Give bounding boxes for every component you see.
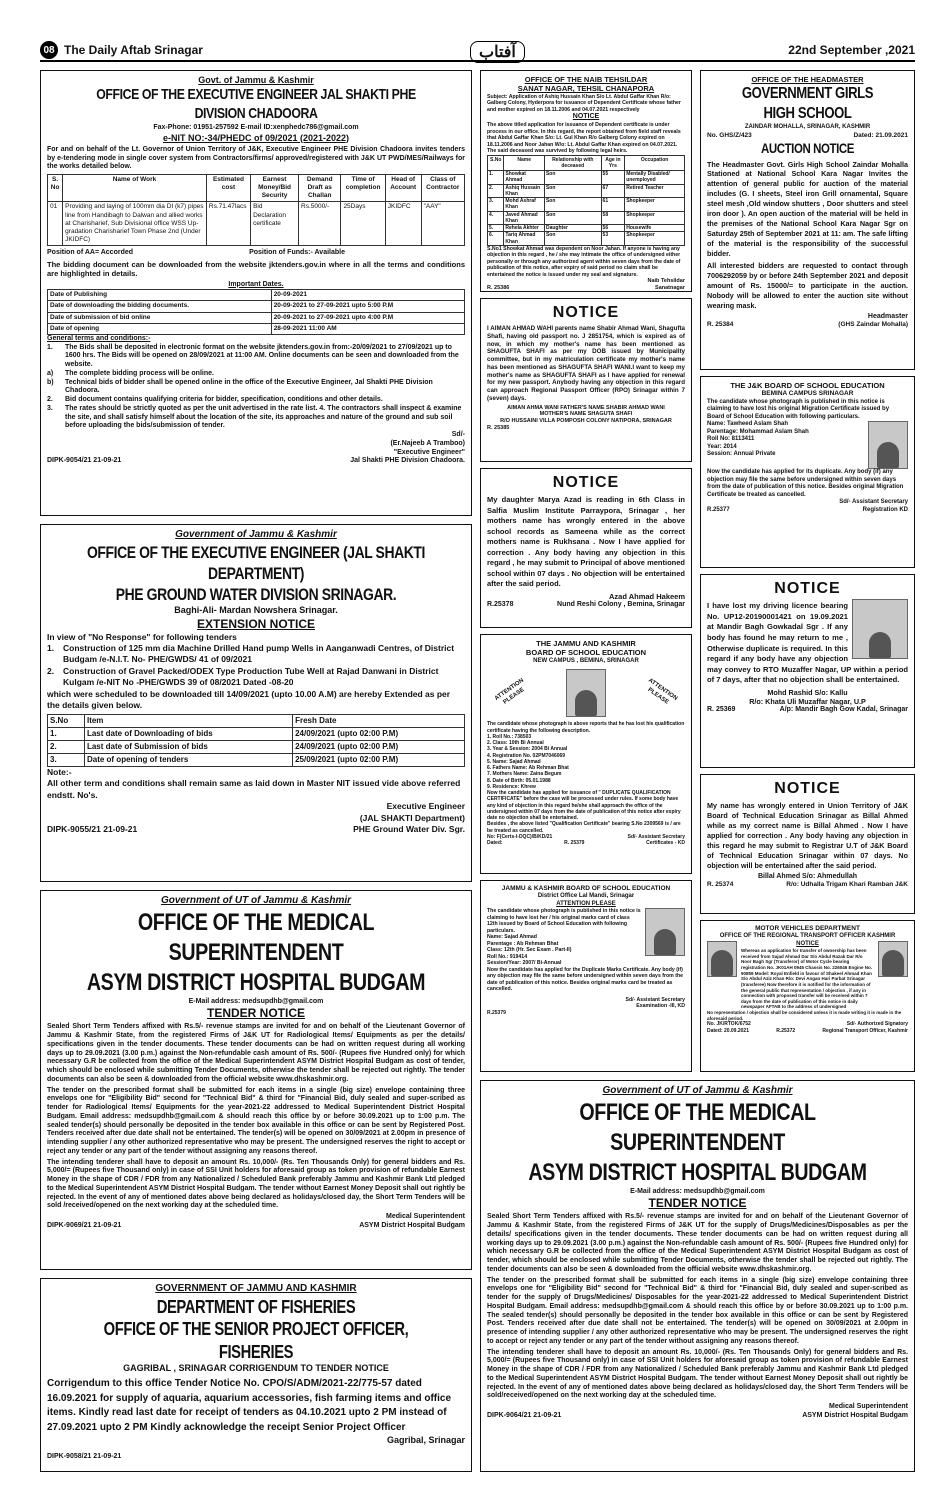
term-number: 1. [47, 343, 53, 351]
table-cell: Shopkeeper [625, 198, 685, 212]
intro: The candidate whose photograph is above reports that he has lost his qualification certificate having the following description. [487, 721, 685, 734]
detail-line: Parentage: Mohammad Aslam Shah [707, 428, 809, 435]
sign-1: Billal Ahmed S/o: Ahmedullah [757, 872, 858, 880]
table-cell: Rs.5000/- [299, 202, 341, 246]
works-table [47, 174, 465, 246]
detail-line: 5. Name: Sajad Ahmad [487, 758, 541, 765]
subject: Subject: Application of Ashiq Hussain Khan S/o Lt. Abdul Gaffar Khan R/o: Galberg Colony, Hyderpora for issuance of Dependent Certificate whose father and mother expired on 18.11.2006 and 04.07.2021 respectively [487, 93, 681, 113]
notice-rto-kashmir [700, 920, 915, 1072]
detail-line: Session/Year: 2007/ Bi-Annual [487, 960, 562, 967]
terms-list [47, 344, 465, 432]
sign-2: R/o: Udhalla Trigam Khari Ramban J&K [786, 881, 908, 889]
ref: R.25377 [707, 506, 730, 513]
sign-1: Azad Ahmad Hakeem [609, 591, 685, 601]
address: Baghi-Ali- Mardan Nowshera Srinagar. [174, 605, 338, 616]
issue-date: 22nd September ,2021 [788, 43, 915, 57]
title-2: GOVERNMENT GIRLS HIGH SCHOOL [741, 85, 874, 123]
ref: R.25379 [487, 1009, 506, 1016]
ref: R. 25386 [487, 285, 510, 292]
sign-3: PHE Ground Water Div. Sgr. [353, 824, 465, 835]
dates-table [47, 289, 465, 335]
table-cell: Daughter [544, 225, 601, 232]
term-text: The complete bidding process will be online. [65, 369, 214, 377]
table-header: Relationship with deceased [544, 155, 601, 171]
table-cell: Rs.71.47lacs [206, 202, 250, 246]
notice-board-school-education [480, 634, 692, 874]
sd: Sd/- [451, 431, 465, 438]
sign-2: ASYM District Hospital Budgam [359, 1221, 465, 1229]
detail-line: 1. Roll No.: 738503 [487, 733, 532, 740]
funds-position: Position of Funds:- Available [249, 249, 345, 256]
candidate-photo [645, 908, 685, 956]
line-3: R/O HUSSAINI VILLA POMPOSH COLONY NATIPORA, SRINAGAR [500, 418, 672, 425]
sign-2: Sanatnagar [655, 285, 685, 292]
dates-row [48, 301, 465, 312]
title-2: SANAT NAGAR, TEHSIL CHANAPORA [517, 84, 655, 94]
notice-label: NOTICE [552, 304, 620, 321]
detail-line: Name: Tawheed Aslam Shah [707, 421, 789, 427]
table-cell: Date of downloading the bidding documents. [48, 301, 272, 312]
table-cell: Date of opening [48, 323, 272, 334]
table-cell: 28-09-2021 11:00 AM [271, 323, 464, 334]
table-cell: 5. [488, 225, 504, 232]
table-cell: 4. [488, 211, 504, 225]
signer-division: Jal Shakti PHE Division Chadoora. [350, 457, 465, 465]
sign-1: Executive Engineer [386, 801, 465, 812]
table-header: Name of Work [63, 175, 207, 202]
ref: DIPK-9064/21 21-09-21 [487, 1411, 562, 1419]
notice-driving-licence [700, 574, 915, 768]
title-2: District Office Lal Mandi, Srinagar [537, 893, 635, 900]
body: My daughter Marya Azad is reading in 6th Class in Salfia Muslim Institute Parraypora, Srinagar , her mothers name has wrongly entered in the above school records as Sameena while as the correct mothers name is Rukhsana . Now I have applied for correction . Any body having any objection in this regard , he may submit to Principal of above mentioned school within 07 days . No objection will be entertained after the said period. [487, 495, 685, 588]
contact: Fax-Phone: 01951-257592 E-mail ID:xenphedc786@gmail.com [153, 123, 359, 131]
signer-desig: "Executive Engineer" [393, 448, 465, 456]
ref: R. 25379 [564, 840, 585, 846]
ref: DIPK-9058/21 21-09-21 [47, 1452, 122, 1460]
table-cell: 3. [48, 753, 85, 766]
table-header: Item [84, 714, 292, 727]
table-cell: Javed Ahmad Khan [504, 211, 545, 225]
email: E-Mail address: medsupdhb@gmail.com [630, 1187, 765, 1195]
term-item [47, 379, 465, 397]
table-cell: 1. [488, 171, 504, 185]
intro: The candidate whose photograph is published in this notice is claiming to have lost her / his original marks card of class 12th issued by Board of School Education with following particulars. [487, 908, 641, 934]
sign-1: Mohd Rashid S/o: Kallu [767, 688, 848, 697]
table-header: Time of completion [341, 175, 385, 202]
table-cell: 20-09-2021 to 27-09-2021 upto 4:00 P.M [271, 312, 464, 323]
table-cell: 1. [48, 727, 85, 740]
table-cell: JKIDFC [385, 202, 421, 246]
term-text: The rates should be strictly quoted as per the unit advertised in the rate list. 4. The contractors shall inspect & examine the site, and shall satisfy himself about the location of the site, its approaches and nature of the ground and sub soil before uploading the bids/submission of tender. [65, 404, 462, 430]
ad-title-1: OFFICE OF THE MEDICAL SUPERINTENDENT [137, 908, 375, 966]
detail-line: Year: 2014 [707, 443, 737, 450]
title-2: BEMINA CAMPUS SRINAGAR [761, 390, 854, 398]
title-3: NEW CAMPUS , BEMINA, SRINAGAR [533, 657, 639, 664]
sign-3: A/p: Mandir Bagh Gow Kadal, Srinagar [779, 706, 908, 713]
table-header: Age in Yrs [601, 155, 625, 171]
details [487, 734, 685, 790]
table-cell: Rehela Akhter [504, 225, 545, 232]
para-3: The intending tenderer shall have to deposit an amount Rs. 10,000/- (Rs. Ten Thousands Only) for general bidders and Rs. 5,000/= (Rupees five Thousand only) in case of SSI Unit holders for aforesaid group as token provision of refundable Earnest Money in the shape of CDR / FDR from any Nationalized / Scheduled Bank preferably Jammu and Kashmir Bank Ltd pledged to the Medical Superintendent ASYM District Hospital Budgam. The tender without Earnest Money Deposit shall out rightly be rejected. In the event of any of mentioned dates above being declared as holidays/closed day, the Short Term Tenders will be sold/received/opened on the next working day at the scheduled time. [487, 1348, 908, 1400]
ref: DIPK-9055/21 21-09-21 [47, 824, 138, 835]
ad-title-1: OFFICE OF THE EXECUTIVE ENGINEER (JAL SHAKTI DEPARTMENT) [87, 542, 425, 583]
table-cell: 20-09-2021 to 27-09-2021 upto 5:00 P.M [271, 301, 464, 312]
title-1: OFFICE OF THE HEADMASTER [751, 75, 864, 84]
table-cell: 56 [601, 225, 625, 232]
number: No. JK/RTOK/6752 [707, 1021, 751, 1028]
heirs-table [487, 155, 685, 246]
sd-2: Regional Transport Officer, Kashmir [822, 1027, 908, 1034]
sign-2: ASYM District Hospital Budgam [802, 1411, 908, 1419]
ref: DIPK-9069/21 21-09-21 [47, 1221, 122, 1229]
sd: Sd/- Authorized Signatory [846, 1021, 908, 1028]
term-number: 3. [47, 404, 53, 412]
term-text: Bid document contains qualifying criteria for bidder, specification, conditions and other details. [65, 396, 383, 403]
title-2: BOARD OF SCHOOL EDUCATION [525, 648, 647, 658]
table-cell: Providing and laying of 100mm dia DI (k7) pipes line from Handibagh to Dalwan and allied works at Charisharief, Sub Divisional office WSS Up-gradation Charisharief Town Phase 2nd (Under JKIDFC) [63, 202, 207, 246]
notice-school-mother-name [480, 468, 692, 628]
body: Now the candidate has applied for issuance of " DUPLICATE QUALIFICATION CERTIFICATE" before the case will be processed under rules. If some body have any kind of objection in this regard he/she shall approach the office of the undersigned within 07 days from the date of publication of this notice after expiry date no objection shall be entertained. [487, 790, 681, 821]
table-cell: Son [544, 171, 601, 185]
tender-item [47, 666, 465, 689]
title-2: OFFICE OF THE REGIONAL TRANSPORT OFFICER KASHMIR [719, 933, 896, 940]
detail-line: Class: 12th (Hr. Sec Exam . Part-II) [487, 947, 572, 954]
ref: R.25372 [776, 1027, 796, 1034]
ad-title-2: OFFICE OF THE SENIOR PROJECT OFFICER, FISHERIES [103, 1319, 409, 1362]
ad-title-2: PHE GROUND WATER DIVISION SRINAGAR. [115, 585, 397, 604]
body: My name has wrongly entered in Union Territory of J&K Board of Technical Education Srinagar as Billal Ahmed while as my correct name is Billal Ahmed . Now I have applied for correction . Any body having any objection in this regard he may submit to Registrar U.T of J&K Board of Technical Education Srinagar within 07 days. No objection will be entertained after the said period. [707, 801, 908, 870]
tender-items [47, 643, 465, 689]
table-header: Head of Account [385, 175, 421, 202]
table-cell: Showkat Ahmad [504, 171, 545, 185]
attention: ATTENTION PLEASE [556, 900, 616, 907]
table-header: Earnest Money/Bid Security [251, 175, 299, 202]
detail-line: 8. Date of Birth: 05.01.1988 [487, 777, 551, 784]
detail-line: 6. Fathers Name: Ab Rehman Bhat [487, 765, 569, 771]
body-2: No representation / objection shall be considered unless it is made writing it is made in the aforesaid period. [707, 1010, 902, 1021]
line-2: MOTHER'S NAME SHAGUTA SHAFI [539, 411, 633, 418]
para-2: The tender on the prescribed format shall be submitted for each items in a single (big size) envelope containing three envelops one for "Eligibility Bid" second for "Technical Bid" & third for "Financial Bid, duly sealed and super-scribed as tender for the supply of Drugs/Medicines/ Disposables for the year-2021-22 addressed to Medical Superintendent District Hospital Budgam. Email address: medsupdhb@gmail.com & should reach this office by or before 30.09.2021 up to 1:00 p.m. The sealed tender(s) should personally be deposited in the tender box available in this office or can be sent by Registered Post. Tenders received after due date shall not be entertained. The tender(s) will be opened on 30/09/2021 at 2.00pm in presence of intending supplier / any other authorized representative who may be present. The undersigned reserves the right to accept or reject any tender or any part of the tender without assigning any reasons thereof. [487, 1276, 908, 1345]
ad-medical-drugs [480, 1080, 915, 1472]
cert: Certificates - KD [646, 840, 685, 846]
table-cell: 6. [488, 232, 504, 246]
sign-1: Medical Superintendent [829, 1403, 908, 1410]
table-cell: Bid Declaration certificate [251, 202, 299, 246]
table-cell: 24/09/2021 (upto 02:00 P.M) [293, 727, 465, 740]
fresh-dates-table [47, 714, 465, 767]
ad-jal-shakti-chadoora [40, 70, 472, 516]
ad-ground-water-division [40, 524, 472, 882]
detail-line: Parentage : Ab Rehman Bhat [487, 940, 559, 947]
candidate-photo [566, 669, 606, 717]
ref: R. 25385 [487, 425, 510, 432]
dates-title: Important Dates. [228, 280, 284, 288]
table-cell: Date of submission of bid online [48, 312, 272, 323]
notice-label: NOTICE [774, 580, 841, 597]
item-number: 2. [47, 665, 55, 676]
table-cell: 01 [48, 202, 63, 246]
notice-bose-lal-mandi [480, 880, 692, 1072]
table-cell: 58 [601, 211, 625, 225]
ref: R. 25369 [707, 706, 736, 713]
table-header: S.No [48, 714, 85, 727]
terms-title: General terms and conditions:- [47, 334, 151, 342]
sign-2: (JAL SHAKTI Department) [359, 812, 465, 823]
detail-line: 3. Year & Session: 2004 Bi Annual [487, 746, 568, 753]
email: E-Mail address: medsupdhb@gmail.com [188, 997, 324, 1005]
aa-position: Position of AA= Accorded [47, 249, 134, 256]
table-header: Occupation [625, 155, 685, 171]
owner-photo [852, 599, 908, 659]
title-1: MOTOR VEHICLES DEPARTMENT [755, 925, 860, 932]
table-cell: Shopkeeper [625, 211, 685, 225]
table-cell: Shopkeeper [625, 232, 685, 246]
tender-notice: TENDER NOTICE [648, 1196, 747, 1211]
term-number: 2. [47, 396, 53, 403]
ad-title: OFFICE OF THE EXECUTIVE ENGINEER JAL SHAKTI PHE DIVISION CHADOORA [96, 86, 416, 122]
ad-title-1: OFFICE OF THE MEDICAL SUPERINTENDENT [579, 1098, 816, 1156]
detail-line: 7. Mothers Name: Zaina Begum [487, 771, 562, 778]
detail-line: Roll No: 8113411 [707, 436, 755, 442]
table-cell: 67 [601, 184, 625, 198]
para-2: The tender on the prescribed format shall be submitted for each items in a single (big size) envelope containing three envelops one for "Eligibility Bid" second for "Technical Bid" & third for "Financial Bid, duly sealed and super-scribed as tender for Radiological Items/ Equipments for the year-2021-22 addressed to Medical Superintendent District Hospital Budgam. Email address: medsupdhb@gmail.com & should reach this office by or before 30.09.2021 up to 1:00 p.m. The sealed tender(s) should personally be deposited in the tender box available in this office or can be sent by Registered Post. Tenders received after due date shall not be entertained. The tender(s) will be opened on 30/09/2021 at 2.00pm in presence of intending supplier / any other authorized representative who may be present. The undersigned reserves the right to accept or reject any tender or any part of the tender without assigning any reasons thereof. [47, 1086, 465, 1155]
notice-passport-name [480, 298, 692, 462]
table-cell: Son [544, 184, 601, 198]
term-item [47, 370, 465, 379]
item-number: 1. [47, 642, 55, 653]
body-2: Besides , the above listed "Qualification Certificate" bearing S.No 2309569 is / are be treated as cancelled. [487, 821, 681, 834]
ad-medical-radiology [40, 890, 472, 1270]
note-text: All other term and conditions shall remain same as laid down in Master NIT issued vide above referred endstt. No's. [47, 778, 461, 800]
para-3: The intending tenderer shall have to deposit an amount Rs. 10,000/- (Rs. Ten Thousands Only) for general bidders and Rs. 5,000/= (Rupees five Thousand only) in case of SSI Unit holders for aforesaid group as token provision of refundable Earnest Money in the shape of CDR / FDR from any Nationalized / Scheduled Bank preferably Jammu and Kashmir Bank Ltd pledged to the Medical Superintendent ASYM District Hospital Budgam. The tender without Earnest Money Deposit shall out rightly be rejected. In the event of any of mentioned dates above being declared as holidays/closed day, the Short Term Tenders will be sold /received/opened on the next working day at the scheduled time. [47, 1158, 465, 1210]
download-note: The bidding document can be downloaded from the website jktenders.gov.in where in all the terms and conditions are highlighted in details. [47, 259, 465, 279]
item-text: Construction of Gravel Packed/ODEX Type Production Tube Well at Rajad Danwani in District Kulgam /e-NIT No -PHE/GWDS 39 of 08/2021 Dated -08-20 [63, 665, 439, 688]
attention-right: ATTENTION PLEASE [646, 677, 679, 706]
ad-title-2: ASYM DISTRICT HOSPITAL BUDGAM [86, 968, 426, 996]
sign-1: Naib Tehsildar [647, 278, 685, 285]
detail-line: Roll No.: 919414 [487, 953, 528, 960]
notice-technical-education-name [700, 774, 915, 914]
line-1: AIMAN AHMA WANI FATHER'S NAME SHABIR AHMAD WANI [507, 404, 665, 411]
body: I have lost my driving licence bearing No. UP12-20190001421 on 19.09.2021 at Mandir Bagh Gowkadal Sgr . If any body has found he may return to me , Otherwise duplicate is required. In this regard if any body have any objection may convey to RTO Muzaffer Nagar, UP within a period of 7 days, after that no objection shall be entertained. [707, 601, 908, 685]
sd-2: Examination -III, KD [636, 1003, 685, 1010]
detail-line: Name: Sajad Ahmad [487, 934, 537, 941]
term-number: a) [47, 369, 54, 377]
table-cell: "AAY" [421, 202, 464, 246]
govt-line: GOVERNMENT OF JAMMU AND KASHMIR [155, 1283, 357, 1294]
govt-line: Government of Jammu & Kashmir [175, 529, 337, 540]
sd: Sd/- Assistant Secretary [627, 833, 685, 840]
newspaper-name: The Daily Aftab Srinagar [64, 43, 203, 57]
table-cell: Mentally Disabled/ unemployed [625, 171, 685, 185]
table-cell: 55 [601, 171, 625, 185]
table-cell: 61 [601, 198, 625, 212]
dates-row [48, 290, 465, 301]
table-cell: Tariq Ahmad Khan [504, 232, 545, 246]
sd: Sd/- Assistant Secretary [625, 996, 685, 1003]
term-number: b) [47, 378, 54, 386]
transferee-photo [878, 941, 908, 977]
govt-line: Government of UT of Jammu & Kashmir [602, 1085, 793, 1096]
dated: Dated: 20.09.2021 [707, 1027, 749, 1034]
dated: Dated: 21.09.2021 [853, 131, 908, 139]
ref: R. 25384 [707, 321, 734, 329]
ref: DIPK-9054/21 21-09-21 [47, 457, 122, 465]
table-cell: Last date of Downloading of bids [84, 727, 292, 740]
para-1: Sealed Short Term Tenders affixed with Rs.5/- revenue stamps are invited for and on behalf of the Lieutenant Governor of Jammu & Kashmir State, from the registered Firms of J&K UT for Radiological Items/ Equipments as per the details/ specifications given in the tender documents. These tender documents can be had on written request during all working days up to 29.09.2021 (3.00 p.m.) against the Non-refundable cash amount of Rs. 500/- (Rupees five Hundred only) for which necessary G.R be collected from the office of the Medical Superintendent ASYM District Hospital Budgam as cost of tender, which should be enclosed while submitting Tender Documents, otherwise the tender shall be rejected out rightly. The tender documents can also be seen & downloaded from the official website www.dhskashmir.org. [47, 1023, 465, 1083]
title-1: THE JAMMU AND KASHMIR [536, 639, 636, 648]
table-cell: 24/09/2021 (upto 02:00 P.M) [293, 740, 465, 753]
term-item [47, 405, 465, 431]
extension-notice: EXTENSION NOTICE [196, 616, 315, 631]
table-header: Demand Draft as Challan [299, 175, 341, 202]
transferor-photo [707, 941, 737, 977]
table-header: S.No [488, 155, 504, 171]
body: The above titled application for issuance of Dependent certificate is under process in our office. In this regard, the report obtained from field staff reveals that Abdul Gaffar Khan S/o: Lt. Gul Khan R/o Galberg Colony expired on 18.11.2006 and Noor Jahan W/o: Lt. Abdul Gaffar Khan expired on 04.07.2021. The said deceased was survived by following legal heirs. [487, 122, 681, 154]
sign-1: Medical Superintendent [386, 1213, 465, 1220]
address: GAGRIBAL , SRINAGAR CORRIGENDUM TO TENDER NOTICE [123, 1363, 389, 1373]
title-1: THE J&K BOARD OF SCHOOL EDUCATION [730, 381, 885, 390]
term-item [47, 344, 465, 370]
ad-ghs-auction [700, 70, 915, 370]
sign-2: (GHS Zaindar Mohalla) [838, 321, 908, 329]
table-cell: 3. [488, 198, 504, 212]
detail-line: 2. Class: 10th Bi Annual [487, 740, 544, 746]
tender-item [47, 643, 465, 666]
newspaper-logo: آفتاب [470, 41, 525, 63]
notice-jkbose-migration [700, 376, 915, 568]
notice-label: NOTICE [796, 940, 819, 947]
page-header [40, 40, 915, 62]
sd-2: Registration KD [862, 506, 908, 513]
attention-left: ATTENTION PLEASE [493, 677, 526, 706]
page-number: 08 [40, 41, 58, 59]
in-view: In view of "No Response" for following tenders [47, 631, 237, 642]
notice-label: NOTICE [552, 474, 620, 491]
table-cell: Son [544, 211, 601, 225]
schedule-text: which were scheduled to be downloaded till 14/09/2021 (upto 10.00 A.M) are hereby Extended as per the details given below. [47, 688, 451, 711]
item-text: Construction of 125 mm dia Machine Drilled Hand pump Wells in Aanganwadi Centres, of District Budgam /e-N.I.T. No- PHE/GWDS/ 41 of 09/2021 [63, 642, 455, 665]
notice-label: NOTICE [774, 780, 841, 797]
notice-label: NOTICE [572, 113, 600, 121]
number: No: F(Certs-I-DQC)/B/KD/21 [487, 833, 553, 840]
table-cell: Last date of Submission of bids [84, 740, 292, 753]
place: Gagribal, Srinagar [386, 1435, 465, 1446]
table-cell: Mohd Ashraf Khan [504, 198, 545, 212]
table-header: S. No [48, 175, 63, 202]
candidate-photo [868, 421, 908, 469]
ad-title-1: DEPARTMENT OF FISHERIES [156, 1296, 356, 1317]
note: Note:- [47, 766, 72, 777]
table-header: Estimated cost [206, 175, 250, 202]
table-cell: Date of opening of tenders [84, 753, 292, 766]
nit-number: e-NIT NO:-34/PHEDC of 09/2021 (2021-2022) [162, 132, 350, 143]
title-1: OFFICE OF THE NAIB TEHSILDAR [524, 75, 648, 84]
body: Whereas an application for transfer of ownership has been received from Sajad Ahmad Dar S/o Abdul Razak Dar R/o Noor Bagh Sgr (Transferor) of Motor Cycle bearing registration No. JK01AH 0945 Chassis No. 226046 Engine No. 90859 Model: Royal Enfield in favour of Shakeel Ahmad Khan S/o Abdul Aziz Khan R/o: Devi Angan Hari Parbat Srinagar (transferee) Now therefore it is notified for the information of the general public that representation / objection , if any in connection with proposed transfer will be received within 7 days from the date of publication of this notice in daily newspaper AFTAB to the address of undersigned [741, 948, 873, 1010]
sd: Sd/- Assistant Secretary [839, 499, 908, 505]
body: Now the candidate has applied for its duplicate. Any body (if) any objection may file the same before undersigned within seven days from the date of publication of this notice. Besides original Migration Certificate be treated as cancelled. [707, 469, 904, 498]
dates-row [48, 323, 465, 334]
table-cell: Ashiq Hussain Khan [504, 184, 545, 198]
para-1: Sealed Short Term Tenders affixed with Rs.5/- revenue stamps are invited for and on behalf of the Lieutenant Governor of Jammu & Kashmir State, from the registered Firms of J&K UT for the supply of Drugs/Medicines/Disposables as per the details/ specifications given in the tender documents. These tender documents can be had on written request during all working days up to 29.09.2021 (3.00 p.m.) against the Non-refundable cash amount of Rs. 500/- (Rupees five Hundred only) for which necessary G.R be collected from the office of the Medical Superintendent ASYM District Hospital Budgam as cost of tender, which should be enclosed while submitting Tender Documents, otherwise the tender shall be rejected out rightly. The tender documents can also be seen & downloaded from the official website www.dhskashmir.org. [487, 1213, 908, 1273]
dated: Dated: [487, 840, 503, 846]
ad-fisheries [40, 1278, 472, 1472]
table-cell: 53 [601, 232, 625, 246]
number: No. GHS/Z/423 [707, 131, 752, 139]
ref: R.25378 [487, 600, 514, 608]
ad-title-2: ASYM DISTRICT HOSPITAL BUDGAM [528, 1158, 867, 1186]
notice-naib-tehsildar [480, 70, 692, 292]
table-cell: 20-09-2021 [271, 290, 464, 301]
corrigendum-body: Corrigendum to this office Tender Notice No. CPO/S/ADM/2021-22/775-57 dated 16.09.2021 for supply of aquaria, aquarium accessories, fish farming items and office items. Kindly read last date for receipt of tenders as 04.10.2021 upto 2 PM instead of 27.09.2021 upto 2 PM Kindly acknowledge the receipt Senior Project Officer [47, 1378, 452, 1433]
table-cell: Son [544, 232, 601, 246]
intro: For and on behalf of the Lt. Governor of Union Territory of J&K, Executive Engineer PHE Division Chadoora invites tenders by e-tendering mode in single cover system from Contractors/firms/ approved/registered with J&K UT PWD/MES/Railways for the works detailed below. [47, 145, 465, 171]
term-text: The Bids shall be deposited in electronic format on the website jktenders.gov.in from:-20/09/2021 to 27/09/2021 up to 1600 hrs. The Bids will be opened on 28/09/2021 at 11:00 AM. Online documents can be seen and downloaded from the website. [65, 343, 459, 368]
auction-notice: AUCTION NOTICE [760, 140, 855, 156]
table-cell: Son [544, 198, 601, 212]
detail-line: 4. Registration No. 02PM7046069 [487, 752, 566, 759]
table-cell: Date of Publishing [48, 290, 272, 301]
govt-line: Govt. of Jammu & Kashmir [198, 75, 314, 85]
sign-2: R/o: Khata Uli Muzaffar Nagar, U.P [749, 697, 866, 706]
table-cell: 25/09/2021 (upto 02:00 P.M) [293, 753, 465, 766]
body: I AIMAN AHMAD WAHI parents name Shabir Ahmad Wani, Shagufta Shafi, having old passport no. J 2851754, which is expired as of now, in which my mother's name has been mentioned as SHAGUFTA SHAFI as per my DOB issued by Municipality committee, but in my matriculation certificate my mother's name has been mentioned as SHAGUFTA SHAFI WANI.I want to keep my mother's name as SHAGUFTA SHAFI as I have applied for renewal for my new passport. Anybody having any objection in this regard can approach Regional Passport Officer (RPO) Srinagar within 7 (seven) days. [487, 325, 685, 402]
table-cell: Housewife [625, 225, 685, 232]
term-text: Technical bids of bidder shall be opened online in the office of the Executive Engineer, Jal Shakti PHE Division Chadoora. [65, 378, 433, 395]
detail-line: 9. Residence: Khrew [487, 783, 536, 790]
intro: The candidate whose photograph is published in this notice is claiming to have lost his original Migration Certificate issued by Board of School Education with following particulars. [707, 398, 890, 420]
govt-line: Government of UT of Jammu & Kashmir [160, 895, 352, 906]
footer: S.No1 Showkat Ahmad was dependent on Noor Jahan. If anyone is having any objection in this regard , he / she may intimate the office of undersigned either personally or through any authorized agent within seven days from the date of publication of this notice, after expiry of said period no claim shall be entertained the notice is issued under my seal and signature. [487, 245, 681, 278]
body: The Headmaster Govt. Girls High School Zaindar Mohalla Stationed at National School Kara Nagar Invites the attention of general public for auction of the material includes (G. I sheets, Steel iron Grill ornamental, Square steel mesh ,Old window shutters , Door shutters and steel iron door ). An open auction of the material will be held in the premises of the National School Kara Nagar Sgr on Saturday 25th of September 2021 at 11: am. The safe lifting of the material is the responsibility of the successful bidder. [707, 159, 908, 258]
table-cell: 2. [48, 740, 85, 753]
body-2: All interested bidders are requested to contact through 7006292059 by or before 24th September 2021 and deposit amount of Rs. 15000/= to participate in the auction. Nobody will be allowed to enter the auction site without wearing mask. [707, 260, 908, 310]
table-header: Class of Contractor [421, 175, 464, 202]
sign-1: Headmaster [867, 312, 908, 320]
ref: R. 25374 [707, 881, 734, 889]
body: Now the candidate has applied for the Duplicate Marks Certificate. Any body (if) any objection may file the same before undersigned within seven days from the date of publication of this notice. Besides original marks card be treated as cancelled. [487, 966, 684, 993]
address: ZAINDAR MOHALLA, SRINAGAR, KASHMIR [744, 124, 871, 131]
detail-line: Session: Annual Private [707, 451, 776, 457]
table-cell: 2. [488, 184, 504, 198]
title-1: JAMMU & KASHMIR BOARD OF SCHOOL EDUCATION [501, 885, 671, 892]
table-header: Name [504, 155, 545, 171]
signer: (Er.Najeeb A Tramboo) [390, 439, 465, 447]
term-item [47, 396, 465, 405]
dates-row [48, 312, 465, 323]
table-header: Fresh Date [293, 714, 465, 727]
tender-notice: TENDER NOTICE [206, 1006, 305, 1021]
table-cell: Retired Teacher [625, 184, 685, 198]
sign-2: Nund Reshi Colony , Bemina, Srinagar [557, 600, 685, 608]
table-cell: 25Days [341, 202, 385, 246]
